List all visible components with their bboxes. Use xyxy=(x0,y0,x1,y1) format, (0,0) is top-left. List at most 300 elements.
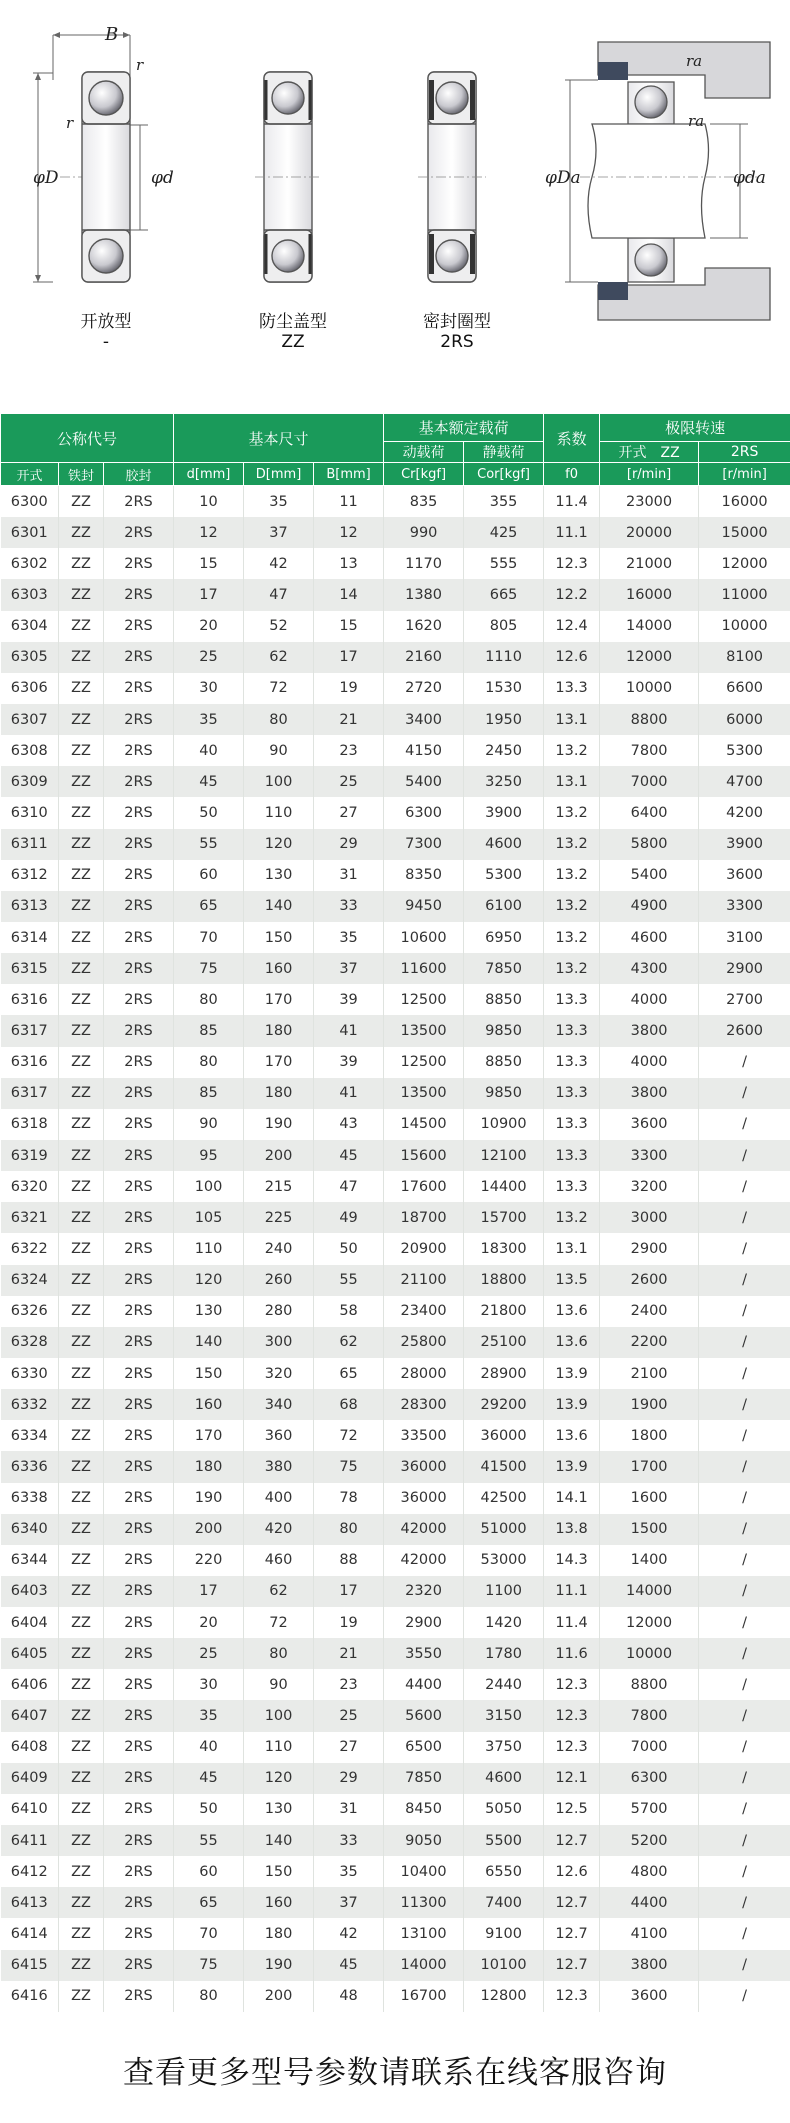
cell-speed-open: 14000 xyxy=(600,611,699,642)
cell-d: 70 xyxy=(174,922,244,953)
cell-d: 80 xyxy=(174,1981,244,2012)
cell-cr: 9050 xyxy=(384,1825,464,1856)
cell-f0: 13.2 xyxy=(544,1202,600,1233)
cell-seal: 2RS xyxy=(104,1732,174,1763)
cell-speed-open: 4900 xyxy=(600,891,699,922)
cell-speed-open: 12000 xyxy=(600,1607,699,1638)
cell-cor: 555 xyxy=(464,548,544,579)
header-B: B[mm] xyxy=(314,463,384,486)
cell-code: 6312 xyxy=(1,860,59,891)
table-row xyxy=(1,704,790,735)
cell-cr: 2320 xyxy=(384,1576,464,1607)
cell-seal: 2RS xyxy=(104,579,174,610)
cell-code: 6317 xyxy=(1,1015,59,1046)
cell-f0: 13.2 xyxy=(544,829,600,860)
cell-cor: 5300 xyxy=(464,860,544,891)
cell-code: 6307 xyxy=(1,704,59,735)
cell-B: 39 xyxy=(314,1047,384,1078)
cell-cr: 13100 xyxy=(384,1918,464,1949)
cell-code: 6317 xyxy=(1,1078,59,1109)
cell-shield: ZZ xyxy=(59,1825,104,1856)
table-row xyxy=(1,1732,790,1763)
cell-speed-open: 8800 xyxy=(600,1669,699,1700)
cell-cor: 355 xyxy=(464,486,544,518)
cell-code: 6300 xyxy=(1,486,59,518)
cell-seal: 2RS xyxy=(104,611,174,642)
cell-seal: 2RS xyxy=(104,1918,174,1949)
table-row xyxy=(1,486,790,518)
cell-speed-open: 5700 xyxy=(600,1794,699,1825)
cell-f0: 13.1 xyxy=(544,704,600,735)
cell-d: 150 xyxy=(174,1358,244,1389)
cell-B: 35 xyxy=(314,922,384,953)
cell-code: 6410 xyxy=(1,1794,59,1825)
cell-cor: 2450 xyxy=(464,735,544,766)
cell-d: 120 xyxy=(174,1265,244,1296)
cell-speed-open: 3600 xyxy=(600,1109,699,1140)
cell-cor: 7850 xyxy=(464,953,544,984)
cell-code: 6324 xyxy=(1,1265,59,1296)
cell-shield: ZZ xyxy=(59,1732,104,1763)
cell-d: 25 xyxy=(174,1638,244,1669)
cell-D: 215 xyxy=(244,1171,314,1202)
cell-B: 23 xyxy=(314,1669,384,1700)
cell-speed-open: 5400 xyxy=(600,860,699,891)
cell-f0: 13.2 xyxy=(544,953,600,984)
cell-B: 80 xyxy=(314,1514,384,1545)
cell-cr: 25800 xyxy=(384,1327,464,1358)
cell-shield: ZZ xyxy=(59,1451,104,1482)
cell-f0: 13.3 xyxy=(544,1047,600,1078)
cell-speed-open: 4100 xyxy=(600,1918,699,1949)
cell-speed-2rs: 3300 xyxy=(699,891,790,922)
cell-speed-open: 21000 xyxy=(600,548,699,579)
cell-seal: 2RS xyxy=(104,1265,174,1296)
cell-cr: 23400 xyxy=(384,1296,464,1327)
bearing-diagram xyxy=(0,0,790,380)
cell-code: 6332 xyxy=(1,1389,59,1420)
cell-seal: 2RS xyxy=(104,1887,174,1918)
cell-B: 25 xyxy=(314,766,384,797)
cell-d: 45 xyxy=(174,1763,244,1794)
cell-cr: 4150 xyxy=(384,735,464,766)
cell-d: 80 xyxy=(174,984,244,1015)
cell-B: 41 xyxy=(314,1015,384,1046)
cell-cor: 41500 xyxy=(464,1451,544,1482)
cell-cr: 15600 xyxy=(384,1140,464,1171)
cell-speed-2rs: / xyxy=(699,1856,790,1887)
cell-shield: ZZ xyxy=(59,1109,104,1140)
cell-shield: ZZ xyxy=(59,735,104,766)
cell-speed-2rs: / xyxy=(699,1514,790,1545)
cell-D: 190 xyxy=(244,1109,314,1140)
cell-cor: 1950 xyxy=(464,704,544,735)
table-row xyxy=(1,1950,790,1981)
cell-shield: ZZ xyxy=(59,860,104,891)
table-row xyxy=(1,1233,790,1264)
cell-speed-open: 4300 xyxy=(600,953,699,984)
cell-D: 80 xyxy=(244,704,314,735)
cell-shield: ZZ xyxy=(59,984,104,1015)
cell-cor: 1420 xyxy=(464,1607,544,1638)
cell-seal: 2RS xyxy=(104,673,174,704)
cell-d: 30 xyxy=(174,1669,244,1700)
header-open: 开式 xyxy=(1,463,59,486)
cell-code: 6330 xyxy=(1,1358,59,1389)
header-speed: 极限转速 xyxy=(600,414,790,442)
cell-speed-open: 7800 xyxy=(600,1700,699,1731)
cell-f0: 13.8 xyxy=(544,1514,600,1545)
cell-B: 19 xyxy=(314,1607,384,1638)
cell-cr: 11300 xyxy=(384,1887,464,1918)
cell-cor: 10100 xyxy=(464,1950,544,1981)
cell-f0: 12.1 xyxy=(544,1763,600,1794)
cell-B: 37 xyxy=(314,953,384,984)
cell-cr: 12500 xyxy=(384,1047,464,1078)
cell-D: 80 xyxy=(244,1638,314,1669)
cell-D: 400 xyxy=(244,1483,314,1514)
cell-cor: 53000 xyxy=(464,1545,544,1576)
cell-d: 80 xyxy=(174,1047,244,1078)
cell-seal: 2RS xyxy=(104,1825,174,1856)
cell-cr: 42000 xyxy=(384,1545,464,1576)
cell-cr: 1170 xyxy=(384,548,464,579)
type-seal-name: 密封圈型 xyxy=(423,312,491,332)
cell-cr: 990 xyxy=(384,517,464,548)
cell-cor: 12100 xyxy=(464,1140,544,1171)
cell-d: 12 xyxy=(174,517,244,548)
cell-f0: 12.6 xyxy=(544,1856,600,1887)
cell-speed-2rs: / xyxy=(699,1763,790,1794)
cell-shield: ZZ xyxy=(59,1794,104,1825)
cell-f0: 12.3 xyxy=(544,1732,600,1763)
cell-D: 180 xyxy=(244,1015,314,1046)
cell-cr: 16700 xyxy=(384,1981,464,2012)
cell-D: 170 xyxy=(244,984,314,1015)
cell-d: 20 xyxy=(174,1607,244,1638)
cell-cr: 10400 xyxy=(384,1856,464,1887)
cell-B: 29 xyxy=(314,1763,384,1794)
cell-seal: 2RS xyxy=(104,1296,174,1327)
cell-D: 200 xyxy=(244,1981,314,2012)
cell-cor: 6950 xyxy=(464,922,544,953)
cell-shield: ZZ xyxy=(59,1856,104,1887)
cell-code: 6412 xyxy=(1,1856,59,1887)
cell-cor: 5050 xyxy=(464,1794,544,1825)
cell-D: 42 xyxy=(244,548,314,579)
cell-D: 180 xyxy=(244,1918,314,1949)
table-row xyxy=(1,829,790,860)
table-row xyxy=(1,1483,790,1514)
table-row xyxy=(1,860,790,891)
cell-seal: 2RS xyxy=(104,1607,174,1638)
table-row xyxy=(1,1918,790,1949)
table-row xyxy=(1,517,790,548)
table-row xyxy=(1,1327,790,1358)
cell-f0: 13.2 xyxy=(544,891,600,922)
cell-d: 60 xyxy=(174,860,244,891)
cell-cr: 2160 xyxy=(384,642,464,673)
cell-shield: ZZ xyxy=(59,1763,104,1794)
table-row xyxy=(1,579,790,610)
cell-code: 6304 xyxy=(1,611,59,642)
cell-seal: 2RS xyxy=(104,1327,174,1358)
cell-cr: 6500 xyxy=(384,1732,464,1763)
cell-d: 200 xyxy=(174,1514,244,1545)
cell-B: 14 xyxy=(314,579,384,610)
cell-cr: 18700 xyxy=(384,1202,464,1233)
cell-code: 6301 xyxy=(1,517,59,548)
cell-shield: ZZ xyxy=(59,1514,104,1545)
cell-D: 160 xyxy=(244,953,314,984)
cell-D: 47 xyxy=(244,579,314,610)
cell-f0: 13.6 xyxy=(544,1296,600,1327)
cell-speed-2rs: / xyxy=(699,1732,790,1763)
cell-code: 6319 xyxy=(1,1140,59,1171)
cell-cr: 7850 xyxy=(384,1763,464,1794)
cell-d: 160 xyxy=(174,1389,244,1420)
cell-cor: 6550 xyxy=(464,1856,544,1887)
cell-code: 6406 xyxy=(1,1669,59,1700)
cell-speed-open: 2200 xyxy=(600,1327,699,1358)
dim-da-label: φda xyxy=(733,168,766,188)
cell-speed-2rs: / xyxy=(699,1950,790,1981)
cell-d: 100 xyxy=(174,1171,244,1202)
cell-B: 29 xyxy=(314,829,384,860)
table-row xyxy=(1,1514,790,1545)
cell-D: 240 xyxy=(244,1233,314,1264)
cell-seal: 2RS xyxy=(104,1389,174,1420)
cell-speed-2rs: 15000 xyxy=(699,517,790,548)
table-row xyxy=(1,1015,790,1046)
cell-speed-2rs: / xyxy=(699,1265,790,1296)
cell-speed-2rs: / xyxy=(699,1825,790,1856)
table-row xyxy=(1,1638,790,1669)
cell-speed-open: 1700 xyxy=(600,1451,699,1482)
type-shield-code: ZZ xyxy=(281,332,305,352)
cell-D: 110 xyxy=(244,1732,314,1763)
cell-cr: 13500 xyxy=(384,1015,464,1046)
cell-shield: ZZ xyxy=(59,797,104,828)
cell-speed-open: 3800 xyxy=(600,1078,699,1109)
dim-r-left-label: r xyxy=(66,114,74,132)
cell-seal: 2RS xyxy=(104,1171,174,1202)
cell-seal: 2RS xyxy=(104,1047,174,1078)
cell-d: 50 xyxy=(174,797,244,828)
cell-B: 75 xyxy=(314,1451,384,1482)
cell-shield: ZZ xyxy=(59,1078,104,1109)
cell-speed-2rs: 16000 xyxy=(699,486,790,518)
cell-B: 31 xyxy=(314,860,384,891)
cell-shield: ZZ xyxy=(59,1483,104,1514)
cell-code: 6322 xyxy=(1,1233,59,1264)
dim-ra-mid-label: ra xyxy=(688,112,705,130)
cell-D: 300 xyxy=(244,1327,314,1358)
dim-d-label: φd xyxy=(151,168,174,188)
cell-f0: 14.3 xyxy=(544,1545,600,1576)
cell-d: 140 xyxy=(174,1327,244,1358)
cell-B: 72 xyxy=(314,1420,384,1451)
cell-cor: 425 xyxy=(464,517,544,548)
cell-D: 280 xyxy=(244,1296,314,1327)
header-cor: Cor[kgf] xyxy=(464,463,544,486)
cell-D: 100 xyxy=(244,1700,314,1731)
cell-B: 11 xyxy=(314,486,384,518)
cell-shield: ZZ xyxy=(59,1265,104,1296)
cell-seal: 2RS xyxy=(104,1700,174,1731)
cell-cr: 33500 xyxy=(384,1420,464,1451)
cell-B: 19 xyxy=(314,673,384,704)
cell-d: 25 xyxy=(174,642,244,673)
cell-B: 88 xyxy=(314,1545,384,1576)
cell-cor: 5500 xyxy=(464,1825,544,1856)
table-row xyxy=(1,1763,790,1794)
cell-speed-open: 1800 xyxy=(600,1420,699,1451)
cell-speed-2rs: / xyxy=(699,1887,790,1918)
cell-code: 6416 xyxy=(1,1981,59,2012)
cell-shield: ZZ xyxy=(59,486,104,518)
cell-shield: ZZ xyxy=(59,1887,104,1918)
cell-d: 55 xyxy=(174,829,244,860)
cell-seal: 2RS xyxy=(104,517,174,548)
cell-f0: 13.3 xyxy=(544,1015,600,1046)
cell-cr: 835 xyxy=(384,486,464,518)
cell-code: 6306 xyxy=(1,673,59,704)
cell-seal: 2RS xyxy=(104,1763,174,1794)
cell-f0: 14.1 xyxy=(544,1483,600,1514)
cell-cor: 805 xyxy=(464,611,544,642)
cell-D: 150 xyxy=(244,1856,314,1887)
cell-f0: 13.3 xyxy=(544,1109,600,1140)
cell-B: 35 xyxy=(314,1856,384,1887)
cell-cr: 5400 xyxy=(384,766,464,797)
cell-code: 6311 xyxy=(1,829,59,860)
cell-f0: 13.3 xyxy=(544,1140,600,1171)
cell-B: 65 xyxy=(314,1358,384,1389)
cell-speed-2rs: 6000 xyxy=(699,704,790,735)
cell-cr: 11600 xyxy=(384,953,464,984)
cell-seal: 2RS xyxy=(104,829,174,860)
table-row xyxy=(1,1794,790,1825)
cell-f0: 11.6 xyxy=(544,1638,600,1669)
cell-speed-2rs: / xyxy=(699,1202,790,1233)
cell-speed-2rs: 3100 xyxy=(699,922,790,953)
cell-code: 6405 xyxy=(1,1638,59,1669)
table-row xyxy=(1,735,790,766)
cell-cor: 15700 xyxy=(464,1202,544,1233)
table-row xyxy=(1,1669,790,1700)
cell-shield: ZZ xyxy=(59,642,104,673)
cell-B: 48 xyxy=(314,1981,384,2012)
cell-D: 140 xyxy=(244,891,314,922)
cell-d: 105 xyxy=(174,1202,244,1233)
cell-seal: 2RS xyxy=(104,1451,174,1482)
cell-f0: 13.3 xyxy=(544,673,600,704)
cell-shield: ZZ xyxy=(59,1015,104,1046)
table-row xyxy=(1,673,790,704)
cell-B: 21 xyxy=(314,704,384,735)
cell-speed-2rs: / xyxy=(699,1171,790,1202)
cell-speed-open: 1400 xyxy=(600,1545,699,1576)
cell-D: 72 xyxy=(244,1607,314,1638)
cell-code: 6321 xyxy=(1,1202,59,1233)
shielded-bearing-drawing xyxy=(255,72,320,282)
cell-f0: 12.3 xyxy=(544,548,600,579)
cell-B: 17 xyxy=(314,1576,384,1607)
cell-speed-2rs: / xyxy=(699,1700,790,1731)
cell-D: 62 xyxy=(244,1576,314,1607)
type-seal-caption xyxy=(402,312,512,352)
table-row xyxy=(1,642,790,673)
dim-D-label: φD xyxy=(33,168,59,188)
open-bearing-drawing xyxy=(33,32,148,282)
cell-D: 420 xyxy=(244,1514,314,1545)
cell-speed-open: 8800 xyxy=(600,704,699,735)
table-row xyxy=(1,891,790,922)
cell-f0: 13.2 xyxy=(544,860,600,891)
cell-seal: 2RS xyxy=(104,704,174,735)
cell-speed-open: 1900 xyxy=(600,1389,699,1420)
cell-speed-2rs: / xyxy=(699,1109,790,1140)
table-row xyxy=(1,1109,790,1140)
cell-d: 130 xyxy=(174,1296,244,1327)
cell-f0: 13.6 xyxy=(544,1420,600,1451)
table-row xyxy=(1,1202,790,1233)
cell-speed-open: 3200 xyxy=(600,1171,699,1202)
cell-cr: 1620 xyxy=(384,611,464,642)
cell-code: 6408 xyxy=(1,1732,59,1763)
cell-f0: 13.1 xyxy=(544,1233,600,1264)
cell-speed-open: 6400 xyxy=(600,797,699,828)
cell-speed-open: 6300 xyxy=(600,1763,699,1794)
cell-cr: 10600 xyxy=(384,922,464,953)
cell-seal: 2RS xyxy=(104,486,174,518)
table-row xyxy=(1,1389,790,1420)
cell-seal: 2RS xyxy=(104,1078,174,1109)
cell-code: 6411 xyxy=(1,1825,59,1856)
cell-seal: 2RS xyxy=(104,1576,174,1607)
cell-D: 120 xyxy=(244,829,314,860)
cell-cr: 2900 xyxy=(384,1607,464,1638)
cell-D: 225 xyxy=(244,1202,314,1233)
cell-cor: 10900 xyxy=(464,1109,544,1140)
cell-cor: 36000 xyxy=(464,1420,544,1451)
cell-B: 78 xyxy=(314,1483,384,1514)
cell-cor: 14400 xyxy=(464,1171,544,1202)
cell-shield: ZZ xyxy=(59,1296,104,1327)
cell-cr: 13500 xyxy=(384,1078,464,1109)
cell-cr: 4400 xyxy=(384,1669,464,1700)
table-row xyxy=(1,1358,790,1389)
table-row xyxy=(1,1981,790,2012)
cell-D: 160 xyxy=(244,1887,314,1918)
cell-speed-2rs: / xyxy=(699,1296,790,1327)
cell-d: 95 xyxy=(174,1140,244,1171)
cell-d: 30 xyxy=(174,673,244,704)
cell-cor: 12800 xyxy=(464,1981,544,2012)
table-row xyxy=(1,1825,790,1856)
cell-speed-open: 16000 xyxy=(600,579,699,610)
header-rpm1: [r/min] xyxy=(600,463,699,486)
cell-f0: 13.9 xyxy=(544,1358,600,1389)
cell-D: 37 xyxy=(244,517,314,548)
cell-f0: 12.3 xyxy=(544,1700,600,1731)
cell-shield: ZZ xyxy=(59,548,104,579)
cell-B: 39 xyxy=(314,984,384,1015)
cell-cr: 42000 xyxy=(384,1514,464,1545)
cell-d: 85 xyxy=(174,1015,244,1046)
cell-d: 17 xyxy=(174,1576,244,1607)
